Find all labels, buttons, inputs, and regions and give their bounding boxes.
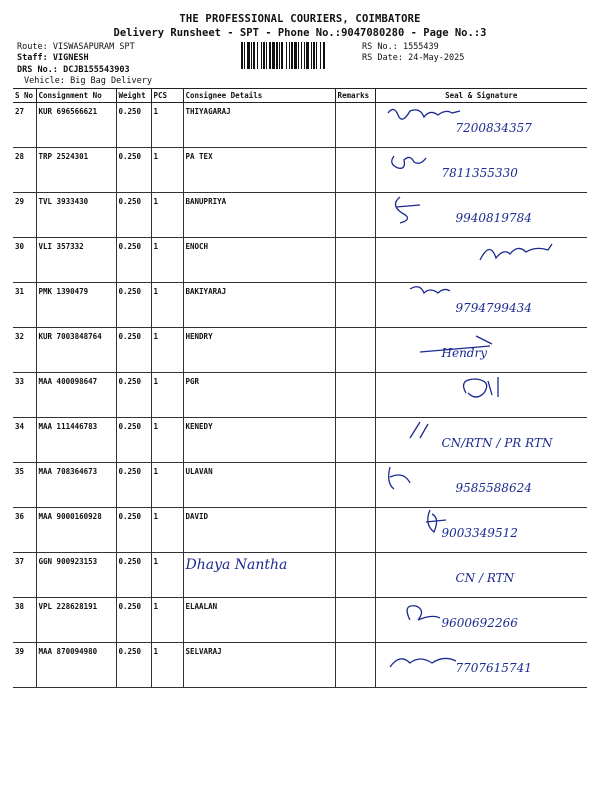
table-row [13, 328, 587, 373]
cell-signature [375, 103, 587, 148]
barcode-bar [301, 42, 302, 69]
barcode-bar [294, 42, 297, 69]
table-row [13, 508, 587, 553]
cell-remarks [335, 328, 375, 373]
barcode-bar [261, 42, 262, 69]
cell-remarks [335, 238, 375, 283]
barcode-bar [323, 42, 325, 69]
barcode-bar [263, 42, 265, 69]
cell-consignee: BAKIYARAJ [183, 283, 335, 328]
cell-consignee: ELAALAN [183, 598, 335, 643]
cell-weight: 0.250 [116, 463, 151, 508]
cell-remarks [335, 283, 375, 328]
cell-consignment: MAA 9000160928 [36, 508, 116, 553]
cell-sno: 37 [13, 553, 36, 598]
handwritten-note: 9003349512 [441, 526, 518, 540]
barcode-bar [272, 42, 275, 69]
cell-remarks [335, 103, 375, 148]
barcode-bar [266, 42, 267, 69]
cell-signature [375, 283, 587, 328]
cell-sno: 30 [13, 238, 36, 283]
rs-no-label: RS No.: [362, 42, 398, 52]
table-row [13, 148, 587, 193]
cell-signature [375, 373, 587, 418]
cell-weight: 0.250 [116, 598, 151, 643]
table-row [13, 238, 587, 283]
cell-sno: 28 [13, 148, 36, 193]
cell-signature [375, 148, 587, 193]
cell-signature [375, 238, 587, 283]
signature-stroke [395, 197, 420, 223]
signature-stroke [388, 467, 409, 489]
handwritten-consignee-name: Dhaya Nantha [185, 557, 288, 573]
drs-value: DCJB155543903 [63, 65, 130, 75]
staff-line [17, 53, 89, 63]
col-header-sno: S No [13, 89, 36, 103]
rs-date-label: RS Date: [362, 53, 403, 63]
drs-line [17, 65, 130, 75]
signature-stroke [480, 244, 552, 260]
barcode-bar [257, 42, 258, 69]
table-row [13, 598, 587, 643]
cell-weight: 0.250 [116, 643, 151, 688]
cell-pcs: 1 [151, 463, 183, 508]
cell-consignee: PGR [183, 373, 335, 418]
cell-pcs: 1 [151, 598, 183, 643]
route-value: VISWASAPURAM SPT [52, 42, 135, 52]
signature-stroke [391, 156, 425, 168]
barcode-bar [316, 42, 317, 69]
cell-pcs: 1 [151, 418, 183, 463]
cell-weight: 0.250 [116, 328, 151, 373]
cell-sno: 36 [13, 508, 36, 553]
cell-weight: 0.250 [116, 373, 151, 418]
barcode [240, 42, 358, 69]
cell-consignee: ENOCH [183, 238, 335, 283]
table-row [13, 643, 587, 688]
cell-consignee: BANUPRIYA [183, 193, 335, 238]
signature-stroke [388, 109, 460, 119]
cell-sno: 32 [13, 328, 36, 373]
cell-remarks [335, 148, 375, 193]
cell-weight: 0.250 [116, 103, 151, 148]
cell-pcs: 1 [151, 283, 183, 328]
route-label: Route: [17, 42, 48, 52]
drs-label: DRS No.: [17, 65, 58, 75]
cell-consignment: PMK 1390479 [36, 283, 116, 328]
col-header-consignee: Consignee Details [183, 89, 335, 103]
cell-consignee: KENEDY [183, 418, 335, 463]
cell-remarks [335, 598, 375, 643]
cell-weight: 0.250 [116, 283, 151, 328]
cell-signature [375, 508, 587, 553]
barcode-bar [298, 42, 299, 69]
vehicle-label: Vehicle: [24, 76, 65, 86]
staff-value: VIGNESH [52, 53, 89, 63]
cell-sno: 33 [13, 373, 36, 418]
barcode-bar [313, 42, 315, 69]
barcode-bar [304, 42, 305, 69]
cell-consignment: MAA 111446783 [36, 418, 116, 463]
cell-consignee: SELVARAJ [183, 643, 335, 688]
cell-remarks [335, 373, 375, 418]
table-header-row [13, 89, 587, 103]
signature-stroke [463, 377, 497, 397]
cell-sno: 31 [13, 283, 36, 328]
handwritten-note: 9940819784 [455, 211, 532, 225]
cell-consignment: TRP 2524301 [36, 148, 116, 193]
cell-consignee: DAVID [183, 508, 335, 553]
cell-consignment: VLI 357332 [36, 238, 116, 283]
barcode-bar [311, 42, 312, 69]
barcode-bar [281, 42, 283, 69]
staff-label: Staff: [17, 53, 48, 63]
cell-weight: 0.250 [116, 418, 151, 463]
cell-remarks [335, 643, 375, 688]
cell-weight: 0.250 [116, 193, 151, 238]
barcode-bar [247, 42, 250, 69]
signature-stroke [407, 606, 440, 620]
table-row [13, 553, 587, 598]
cell-signature [375, 418, 587, 463]
table-row [13, 283, 587, 328]
cell-weight: 0.250 [116, 553, 151, 598]
table-row [13, 418, 587, 463]
cell-weight: 0.250 [116, 508, 151, 553]
barcode-bar [269, 42, 271, 69]
cell-weight: 0.250 [116, 148, 151, 193]
cell-remarks [335, 463, 375, 508]
cell-sno: 27 [13, 103, 36, 148]
cell-remarks [335, 418, 375, 463]
signature-stroke [410, 422, 428, 438]
col-header-seal: Seal & Signature [375, 89, 587, 103]
signature-stroke [410, 287, 450, 293]
cell-consignee: ULAVAN [183, 463, 335, 508]
rs-no-line [362, 42, 439, 52]
table-row [13, 103, 587, 148]
cell-consignee: PA TEX [183, 148, 335, 193]
col-header-weight: Weight [116, 89, 151, 103]
barcode-bar [251, 42, 252, 69]
vehicle-value: Big Bag Delivery [70, 76, 152, 86]
cell-signature [375, 328, 587, 373]
cell-weight: 0.250 [116, 238, 151, 283]
cell-pcs: 1 [151, 193, 183, 238]
cell-consignment: KUR 696566621 [36, 103, 116, 148]
cell-remarks [335, 193, 375, 238]
cell-consignment: MAA 400098647 [36, 373, 116, 418]
signature-stroke [390, 658, 456, 667]
handwritten-note: Hendry [441, 346, 487, 360]
cell-pcs: 1 [151, 373, 183, 418]
cell-pcs: 1 [151, 643, 183, 688]
barcode-bar [276, 42, 278, 69]
signature-scribble [380, 240, 580, 270]
col-header-remarks: Remarks [335, 89, 375, 103]
cell-pcs: 1 [151, 103, 183, 148]
handwritten-note: 7707615741 [455, 661, 532, 675]
barcode-bar [241, 42, 243, 69]
col-header-pcs: PCS [151, 89, 183, 103]
rs-no-value: 1555439 [402, 42, 439, 52]
handwritten-note: CN / RTN [455, 571, 515, 585]
cell-signature [375, 463, 587, 508]
cell-pcs: 1 [151, 148, 183, 193]
barcode-bar [286, 42, 287, 69]
barcode-bar [253, 42, 255, 69]
handwritten-note: 9585588624 [455, 481, 532, 495]
vehicle-line [24, 76, 152, 86]
barcode-bar [279, 42, 280, 69]
cell-consignment: KUR 7003848764 [36, 328, 116, 373]
runsheet-subtitle: Delivery Runsheet - SPT - Phone No.:9047080280 - Page No.:3 [113, 27, 487, 39]
cell-sno: 35 [13, 463, 36, 508]
cell-consignment: GGN 900923153 [36, 553, 116, 598]
cell-consignment: MAA 708364673 [36, 463, 116, 508]
route-line [17, 42, 135, 52]
cell-remarks [335, 508, 375, 553]
cell-sno: 38 [13, 598, 36, 643]
table-row [13, 463, 587, 508]
cell-signature [375, 598, 587, 643]
barcode-bar [244, 42, 245, 69]
cell-consignee: HENDRY [183, 328, 335, 373]
table-row [13, 373, 587, 418]
cell-pcs: 1 [151, 238, 183, 283]
table-row [13, 193, 587, 238]
handwritten-note: CN/RTN / PR RTN [441, 436, 553, 450]
cell-signature [375, 553, 587, 598]
cell-signature [375, 643, 587, 688]
cell-sno: 29 [13, 193, 36, 238]
col-header-consignment: Consignment No [36, 89, 116, 103]
cell-consignee: THIYAGARAJ [183, 103, 335, 148]
cell-pcs: 1 [151, 508, 183, 553]
cell-remarks [185, 553, 375, 598]
runsheet-table [13, 88, 587, 688]
cell-sno: 39 [13, 643, 36, 688]
barcode-bar [306, 42, 309, 69]
rs-date-value: 24-May-2025 [408, 53, 465, 63]
cell-sno: 34 [13, 418, 36, 463]
cell-signature [375, 193, 587, 238]
handwritten-note: 7200834357 [455, 121, 532, 135]
handwritten-note: 9794799434 [455, 301, 532, 315]
handwritten-note: 7811355330 [441, 166, 518, 180]
cell-pcs: 1 [151, 328, 183, 373]
rs-date-line [362, 53, 464, 63]
runsheet-title: THE PROFESSIONAL COURIERS, COIMBATORE [179, 13, 421, 25]
barcode-bar [291, 42, 293, 69]
cell-pcs: 1 [151, 553, 183, 598]
barcode-bar [289, 42, 290, 69]
cell-consignment: TVL 3933430 [36, 193, 116, 238]
cell-consignment: VPL 228628191 [36, 598, 116, 643]
handwritten-note: 9600692266 [441, 616, 518, 630]
barcode-bar [320, 42, 321, 69]
cell-consignment: MAA 870094980 [36, 643, 116, 688]
signature-scribble [380, 375, 580, 405]
